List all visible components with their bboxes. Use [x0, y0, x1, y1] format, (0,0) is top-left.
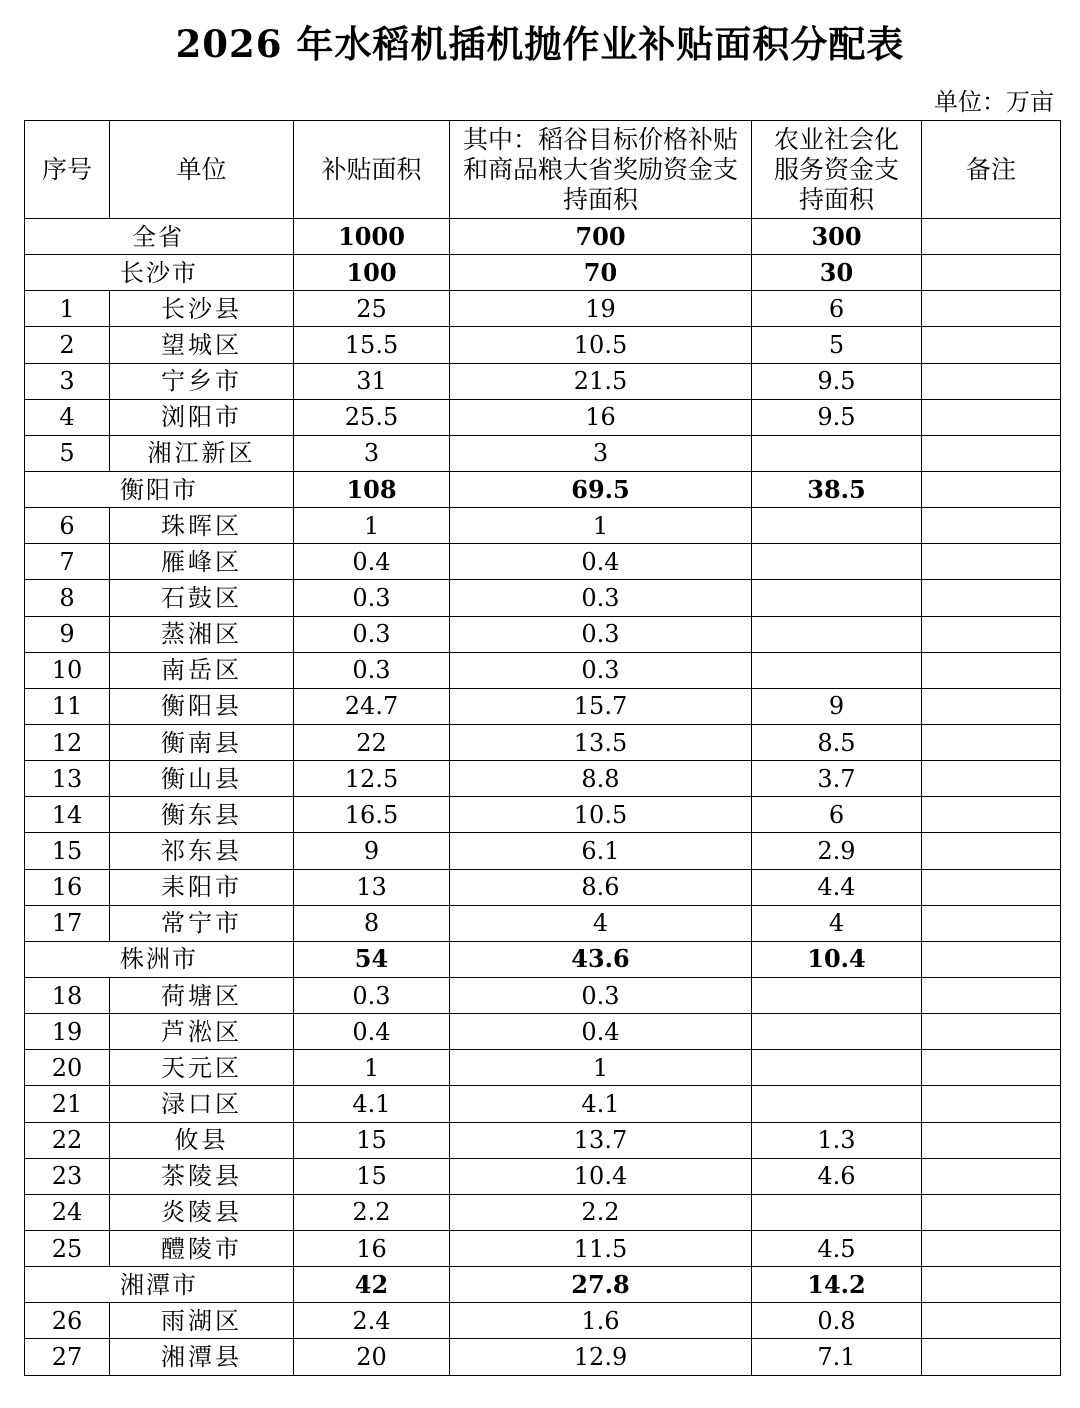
unit-note: 单位：万亩: [934, 88, 1054, 116]
row-sub2: 3.7: [752, 761, 922, 797]
row-unit-name: 蒸湘区: [110, 616, 294, 652]
row-area: 42: [294, 1267, 450, 1303]
row-index: 25: [25, 1230, 110, 1266]
row-sub2: [752, 1050, 922, 1086]
row-area: 24.7: [294, 688, 450, 724]
row-sub1: 15.7: [450, 688, 752, 724]
row-sub1: 0.4: [450, 1014, 752, 1050]
row-area: 0.3: [294, 652, 450, 688]
table-row: [25, 761, 1061, 797]
row-area: 1000: [294, 219, 450, 255]
row-index: 14: [25, 797, 110, 833]
row-unit-name: 雨湖区: [110, 1303, 294, 1339]
row-note: [922, 1230, 1061, 1266]
row-sub1: 1: [450, 1050, 752, 1086]
row-index: 7: [25, 544, 110, 580]
row-note: [922, 1122, 1061, 1158]
row-sub2: 300: [752, 219, 922, 255]
row-area: 0.3: [294, 616, 450, 652]
row-note: [922, 724, 1061, 760]
row-sub1: 13.5: [450, 724, 752, 760]
table-row: [25, 1339, 1061, 1375]
row-sub1: 21.5: [450, 363, 752, 399]
table-row: [25, 1267, 1061, 1303]
row-sub2: 9: [752, 688, 922, 724]
table-row: [25, 797, 1061, 833]
row-unit-name: 天元区: [110, 1050, 294, 1086]
row-sub1: 43.6: [450, 941, 752, 977]
table-row: [25, 435, 1061, 471]
row-sub2: 4.5: [752, 1230, 922, 1266]
table-row: [25, 1086, 1061, 1122]
row-index: 11: [25, 688, 110, 724]
table-row: [25, 544, 1061, 580]
row-unit-name: 湘江新区: [110, 435, 294, 471]
row-index: 3: [25, 363, 110, 399]
row-index: 13: [25, 761, 110, 797]
row-area: 15.5: [294, 327, 450, 363]
row-unit-name: 南岳区: [110, 652, 294, 688]
row-note: [922, 580, 1061, 616]
row-sub2: 7.1: [752, 1339, 922, 1375]
table-row: [25, 255, 1061, 291]
row-area: 0.3: [294, 977, 450, 1013]
allocation-table: [24, 120, 1061, 1376]
row-sub2: [752, 616, 922, 652]
table-row: [25, 471, 1061, 507]
province-total-name: 全省: [25, 219, 294, 255]
row-area: 20: [294, 1339, 450, 1375]
row-note: [922, 1303, 1061, 1339]
row-note: [922, 652, 1061, 688]
row-note: [922, 869, 1061, 905]
row-note: [922, 255, 1061, 291]
row-sub2: [752, 977, 922, 1013]
table-row: [25, 905, 1061, 941]
table-row: [25, 941, 1061, 977]
row-index: 18: [25, 977, 110, 1013]
city-name: 衡阳市: [25, 471, 294, 507]
row-sub1: 10.5: [450, 797, 752, 833]
table-row: [25, 1303, 1061, 1339]
row-sub2: 14.2: [752, 1267, 922, 1303]
header-index: 序号: [25, 121, 110, 219]
row-index: 6: [25, 508, 110, 544]
row-unit-name: 茶陵县: [110, 1158, 294, 1194]
row-index: 5: [25, 435, 110, 471]
row-area: 2.2: [294, 1194, 450, 1230]
row-area: 0.4: [294, 1014, 450, 1050]
row-sub1: 10.5: [450, 327, 752, 363]
row-note: [922, 291, 1061, 327]
row-sub1: 700: [450, 219, 752, 255]
row-note: [922, 688, 1061, 724]
row-index: 23: [25, 1158, 110, 1194]
table-body: [25, 219, 1061, 1376]
row-sub1: 3: [450, 435, 752, 471]
row-note: [922, 1267, 1061, 1303]
table-row: [25, 508, 1061, 544]
row-sub2: 6: [752, 291, 922, 327]
row-index: 24: [25, 1194, 110, 1230]
table-row: [25, 1122, 1061, 1158]
row-unit-name: 攸县: [110, 1122, 294, 1158]
row-note: [922, 1194, 1061, 1230]
table-row: [25, 977, 1061, 1013]
row-index: 21: [25, 1086, 110, 1122]
header-note: 备注: [922, 121, 1061, 219]
row-sub2: 9.5: [752, 399, 922, 435]
table-row: [25, 724, 1061, 760]
row-index: 15: [25, 833, 110, 869]
row-area: 2.4: [294, 1303, 450, 1339]
header-area: 补贴面积: [294, 121, 450, 219]
table-row: [25, 580, 1061, 616]
row-sub1: 11.5: [450, 1230, 752, 1266]
row-note: [922, 363, 1061, 399]
row-unit-name: 芦淞区: [110, 1014, 294, 1050]
row-unit-name: 石鼓区: [110, 580, 294, 616]
row-area: 3: [294, 435, 450, 471]
row-index: 16: [25, 869, 110, 905]
row-note: [922, 399, 1061, 435]
row-area: 1: [294, 1050, 450, 1086]
row-index: 2: [25, 327, 110, 363]
row-sub1: 0.3: [450, 652, 752, 688]
row-sub1: 0.4: [450, 544, 752, 580]
row-index: 26: [25, 1303, 110, 1339]
row-index: 8: [25, 580, 110, 616]
row-note: [922, 1158, 1061, 1194]
row-area: 108: [294, 471, 450, 507]
row-note: [922, 219, 1061, 255]
row-area: 8: [294, 905, 450, 941]
row-index: 27: [25, 1339, 110, 1375]
row-index: 22: [25, 1122, 110, 1158]
row-index: 20: [25, 1050, 110, 1086]
row-index: 19: [25, 1014, 110, 1050]
row-area: 15: [294, 1158, 450, 1194]
table-row: [25, 1050, 1061, 1086]
row-area: 9: [294, 833, 450, 869]
row-sub2: 38.5: [752, 471, 922, 507]
row-unit-name: 衡东县: [110, 797, 294, 833]
row-unit-name: 宁乡市: [110, 363, 294, 399]
row-note: [922, 435, 1061, 471]
row-area: 4.1: [294, 1086, 450, 1122]
row-sub1: 70: [450, 255, 752, 291]
row-area: 0.3: [294, 580, 450, 616]
table-row: [25, 363, 1061, 399]
table-row: [25, 869, 1061, 905]
row-unit-name: 炎陵县: [110, 1194, 294, 1230]
row-sub1: 1.6: [450, 1303, 752, 1339]
row-note: [922, 1086, 1061, 1122]
city-name: 湘潭市: [25, 1267, 294, 1303]
table-row: [25, 399, 1061, 435]
row-area: 15: [294, 1122, 450, 1158]
row-note: [922, 471, 1061, 507]
row-unit-name: 祁东县: [110, 833, 294, 869]
row-index: 4: [25, 399, 110, 435]
row-sub2: [752, 580, 922, 616]
row-note: [922, 1339, 1061, 1375]
row-unit-name: 荷塘区: [110, 977, 294, 1013]
row-note: [922, 508, 1061, 544]
table-row: [25, 1230, 1061, 1266]
row-note: [922, 905, 1061, 941]
row-sub2: 1.3: [752, 1122, 922, 1158]
table-row: [25, 219, 1061, 255]
row-unit-name: 望城区: [110, 327, 294, 363]
row-unit-name: 珠晖区: [110, 508, 294, 544]
row-unit-name: 耒阳市: [110, 869, 294, 905]
document-title: 2026 年水稻机插机抛作业补贴面积分配表: [175, 22, 905, 66]
city-name: 株洲市: [25, 941, 294, 977]
row-sub2: 4: [752, 905, 922, 941]
row-sub2: 4.4: [752, 869, 922, 905]
row-note: [922, 616, 1061, 652]
city-name: 长沙市: [25, 255, 294, 291]
row-sub1: 13.7: [450, 1122, 752, 1158]
row-sub2: 10.4: [752, 941, 922, 977]
row-note: [922, 761, 1061, 797]
row-note: [922, 977, 1061, 1013]
row-note: [922, 1050, 1061, 1086]
header-row: [25, 121, 1061, 219]
row-sub2: 5: [752, 327, 922, 363]
table-row: [25, 1014, 1061, 1050]
row-area: 31: [294, 363, 450, 399]
row-sub1: 6.1: [450, 833, 752, 869]
row-area: 100: [294, 255, 450, 291]
row-area: 22: [294, 724, 450, 760]
row-area: 25.5: [294, 399, 450, 435]
row-unit-name: 浏阳市: [110, 399, 294, 435]
row-note: [922, 833, 1061, 869]
row-unit-name: 衡南县: [110, 724, 294, 760]
row-unit-name: 衡阳县: [110, 688, 294, 724]
row-index: 17: [25, 905, 110, 941]
row-sub1: 8.8: [450, 761, 752, 797]
table-row: [25, 1158, 1061, 1194]
row-area: 12.5: [294, 761, 450, 797]
row-area: 25: [294, 291, 450, 327]
row-sub1: 0.3: [450, 580, 752, 616]
row-unit-name: 醴陵市: [110, 1230, 294, 1266]
header-sub2: 农业社会化服务资金支持面积: [752, 121, 922, 219]
row-sub2: [752, 544, 922, 580]
row-sub2: 4.6: [752, 1158, 922, 1194]
row-area: 54: [294, 941, 450, 977]
row-unit-name: 渌口区: [110, 1086, 294, 1122]
row-unit-name: 湘潭县: [110, 1339, 294, 1375]
row-sub2: [752, 1194, 922, 1230]
row-sub2: 6: [752, 797, 922, 833]
table-row: [25, 291, 1061, 327]
row-note: [922, 1014, 1061, 1050]
row-index: 10: [25, 652, 110, 688]
row-area: 0.4: [294, 544, 450, 580]
row-area: 13: [294, 869, 450, 905]
table-row: [25, 652, 1061, 688]
table-row: [25, 688, 1061, 724]
table-row: [25, 1194, 1061, 1230]
row-unit-name: 长沙县: [110, 291, 294, 327]
row-sub1: 2.2: [450, 1194, 752, 1230]
row-sub2: [752, 652, 922, 688]
table-row: [25, 616, 1061, 652]
row-sub2: 0.8: [752, 1303, 922, 1339]
header-sub1: 其中：稻谷目标价格补贴和商品粮大省奖励资金支持面积: [450, 121, 752, 219]
row-index: 12: [25, 724, 110, 760]
row-sub2: [752, 508, 922, 544]
row-area: 1: [294, 508, 450, 544]
row-sub2: 8.5: [752, 724, 922, 760]
row-sub1: 19: [450, 291, 752, 327]
row-note: [922, 327, 1061, 363]
row-note: [922, 797, 1061, 833]
row-sub1: 69.5: [450, 471, 752, 507]
row-area: 16: [294, 1230, 450, 1266]
row-sub2: [752, 1014, 922, 1050]
row-index: 1: [25, 291, 110, 327]
row-sub1: 27.8: [450, 1267, 752, 1303]
table-row: [25, 327, 1061, 363]
row-sub1: 16: [450, 399, 752, 435]
row-sub2: [752, 435, 922, 471]
row-sub1: 12.9: [450, 1339, 752, 1375]
header-unit: 单位: [110, 121, 294, 219]
row-unit-name: 衡山县: [110, 761, 294, 797]
table-row: [25, 833, 1061, 869]
row-unit-name: 雁峰区: [110, 544, 294, 580]
row-area: 16.5: [294, 797, 450, 833]
row-sub2: 9.5: [752, 363, 922, 399]
row-sub2: [752, 1086, 922, 1122]
row-sub1: 4.1: [450, 1086, 752, 1122]
row-index: 9: [25, 616, 110, 652]
row-sub1: 0.3: [450, 977, 752, 1013]
row-sub1: 10.4: [450, 1158, 752, 1194]
row-unit-name: 常宁市: [110, 905, 294, 941]
row-sub1: 0.3: [450, 616, 752, 652]
row-sub1: 1: [450, 508, 752, 544]
row-note: [922, 941, 1061, 977]
row-sub2: 30: [752, 255, 922, 291]
row-sub1: 4: [450, 905, 752, 941]
row-sub1: 8.6: [450, 869, 752, 905]
row-sub2: 2.9: [752, 833, 922, 869]
row-note: [922, 544, 1061, 580]
